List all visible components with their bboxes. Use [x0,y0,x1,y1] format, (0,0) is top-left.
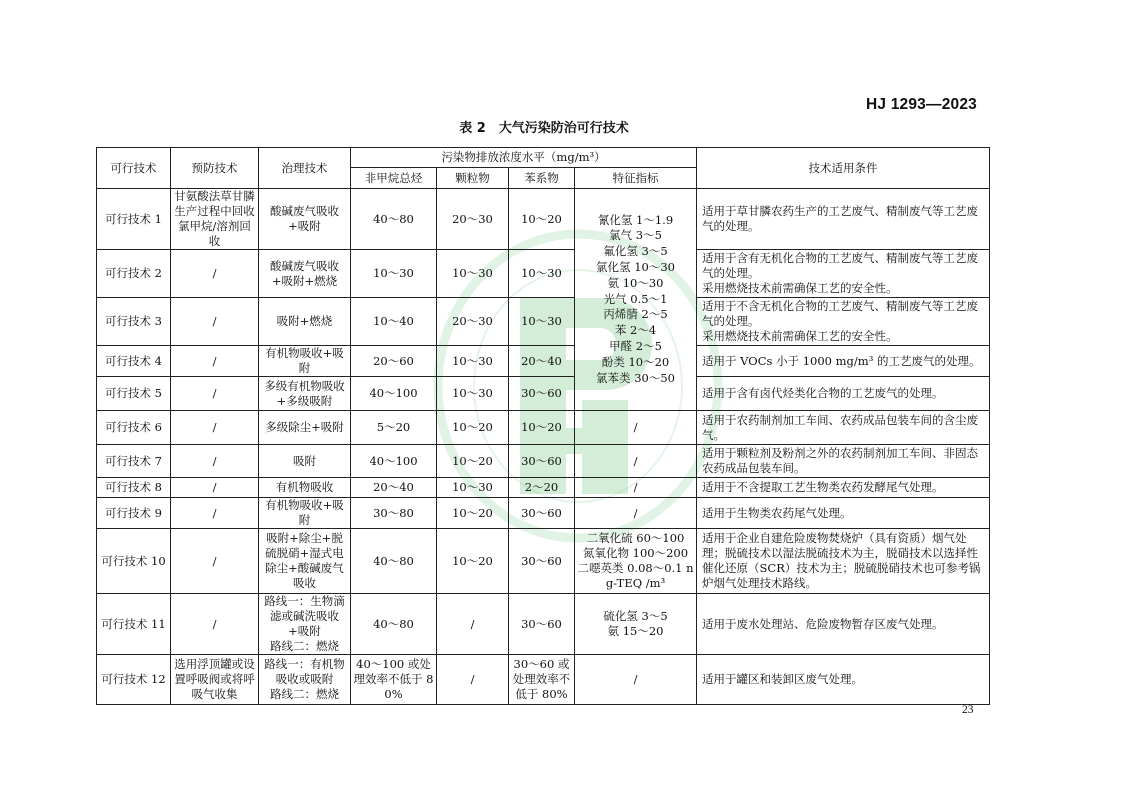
header-treatment-tech: 治理技术 [259,148,351,189]
particulate-cell: 10～20 [437,498,509,529]
table-row [97,250,990,298]
treatment-cell: 吸附+燃烧 [259,298,351,346]
feasible-tech-cell: 可行技术 1 [97,189,171,250]
condition-cell: 适用于含有无机化合物的工艺废气、精制废气等工艺废气的处理。 采用燃烧技术前需确保工艺的安全性。 [697,250,990,298]
nmhc-cell: 30～80 [351,498,437,529]
benzene-cell: 10～30 [509,298,575,346]
benzene-cell: 10～20 [509,189,575,250]
header-applicable-conditions: 技术适用条件 [697,148,990,189]
prevention-cell: / [171,346,259,377]
particulate-cell: 10～30 [437,250,509,298]
particulate-cell: 10～20 [437,445,509,478]
header-emission-level: 污染物排放浓度水平（mg/m³） [351,148,697,168]
treatment-cell: 多级有机物吸收+多级吸附 [259,377,351,411]
feasible-tech-cell: 可行技术 4 [97,346,171,377]
nmhc-cell: 40～100 或处理效率不低于 80% [351,655,437,705]
benzene-cell: 2～20 [509,478,575,498]
prevention-cell: 甘氨酸法草甘膦生产过程中回收氯甲烷/溶剂回收 [171,189,259,250]
benzene-cell: 30～60 [509,529,575,594]
condition-cell: 适用于 VOCs 小于 1000 mg/m³ 的工艺废气的处理。 [697,346,990,377]
table-row [97,346,990,377]
particulate-cell: 10～30 [437,377,509,411]
feasible-tech-cell: 可行技术 2 [97,250,171,298]
treatment-cell: 吸附 [259,445,351,478]
feasible-tech-cell: 可行技术 3 [97,298,171,346]
feasible-tech-cell: 可行技术 10 [97,529,171,594]
characteristic-cell: / [575,411,697,445]
feasible-tech-cell: 可行技术 8 [97,478,171,498]
particulate-cell: 10～30 [437,478,509,498]
nmhc-cell: 40～100 [351,377,437,411]
characteristic-item: 氨 10～30 [607,275,664,290]
page-number: 23 [962,704,974,716]
prevention-cell: / [171,478,259,498]
header-particulate: 颗粒物 [437,168,509,189]
characteristic-group-cell [575,189,697,411]
benzene-cell: 30～60 或处理效率不低于 80% [509,655,575,705]
nmhc-cell: 20～60 [351,346,437,377]
condition-cell: 适用于不含提取工艺生物类农药发酵尾气处理。 [697,478,990,498]
condition-cell: 适用于生物类农药尾气处理。 [697,498,990,529]
treatment-cell: 路线一：生物滴滤或碱洗吸收+吸附 路线二：燃烧 [259,594,351,655]
prevention-cell: / [171,377,259,411]
characteristic-item: 酚类 10～20 [601,354,670,369]
prevention-cell: / [171,594,259,655]
characteristic-cell: 二氧化硫 60～100 氮氧化物 100～200 二噁英类 0.08～0.1 ng-TEQ /m³ [575,529,697,594]
table-row [97,445,990,478]
benzene-cell: 30～60 [509,594,575,655]
feasible-tech-cell: 可行技术 12 [97,655,171,705]
nmhc-cell: 40～100 [351,445,437,478]
feasible-tech-cell: 可行技术 9 [97,498,171,529]
prevention-cell: / [171,250,259,298]
nmhc-cell: 10～40 [351,298,437,346]
characteristic-item: 氟化氢 3～5 [603,244,668,259]
table-row [97,594,990,655]
table-header-row [97,148,990,168]
prevention-cell: / [171,411,259,445]
feasible-tech-cell: 可行技术 5 [97,377,171,411]
characteristic-item: 氯化氢 10～30 [596,260,675,274]
condition-cell: 适用于含有卤代烃类化合物的工艺废气的处理。 [697,377,990,411]
header-nmhc: 非甲烷总烃 [351,168,437,189]
table-row [97,298,990,346]
table-row [97,498,990,529]
benzene-cell: 10～30 [509,250,575,298]
nmhc-cell: 5～20 [351,411,437,445]
standard-code: HJ 1293—2023 [866,96,977,113]
prevention-cell: / [171,445,259,478]
treatment-cell: 有机物吸收+吸附 [259,498,351,529]
treatment-cell: 酸碱废气吸收+吸附 [259,189,351,250]
characteristic-cell: 硫化氢 3～5 氨 15～20 [575,594,697,655]
benzene-cell: 30～60 [509,377,575,411]
particulate-cell: 20～30 [437,298,509,346]
particulate-cell: 10～20 [437,411,509,445]
treatment-cell: 路线一：有机物吸收或吸附 路线二：燃烧 [259,655,351,705]
treatment-cell: 有机物吸收 [259,478,351,498]
header-characteristic: 特征指标 [575,168,697,189]
characteristic-cell: / [575,445,697,478]
nmhc-cell: 40～80 [351,189,437,250]
characteristic-cell: / [575,655,697,705]
condition-cell: 适用于草甘膦农药生产的工艺废气、精制废气等工艺废气的处理。 [697,189,990,250]
nmhc-cell: 40～80 [351,594,437,655]
particulate-cell: 10～30 [437,346,509,377]
prevention-cell: / [171,529,259,594]
particulate-cell: / [437,594,509,655]
condition-cell: 适用于罐区和装卸区废气处理。 [697,655,990,705]
table-row [97,529,990,594]
particulate-cell: 20～30 [437,189,509,250]
characteristic-cell: / [575,498,697,529]
benzene-cell: 30～60 [509,445,575,478]
characteristic-item: 光气 0.5～1 [603,291,668,306]
table-row [97,411,990,445]
feasible-technology-table [96,147,990,705]
treatment-cell: 有机物吸收+吸附 [259,346,351,377]
condition-cell: 适用于农药制剂加工车间、农药成品包装车间的含尘废气。 [697,411,990,445]
treatment-cell: 吸附+除尘+脱硫脱硝+湿式电除尘+酸碱废气吸收 [259,529,351,594]
table-row [97,377,990,411]
characteristic-item: 氯苯类 30～50 [596,370,675,385]
feasible-tech-cell: 可行技术 6 [97,411,171,445]
characteristic-cell: / [575,478,697,498]
nmhc-cell: 40～80 [351,529,437,594]
table-body [97,189,990,705]
benzene-cell: 20～40 [509,346,575,377]
prevention-cell: / [171,498,259,529]
particulate-cell: 10～20 [437,529,509,594]
benzene-cell: 30～60 [509,498,575,529]
condition-cell: 适用于不含无机化合物的工艺废气、精制废气等工艺废气的处理。 采用燃烧技术前需确保工艺的安全性。 [697,298,990,346]
characteristic-item: 丙烯腈 2～5 [603,307,668,322]
header-prevention-tech: 预防技术 [171,148,259,189]
condition-cell: 适用于颗粒剂及粉剂之外的农药制剂加工车间、非固态农药成品包装车间。 [697,445,990,478]
condition-cell: 适用于废水处理站、危险废物暂存区废气处理。 [697,594,990,655]
benzene-cell: 10～20 [509,411,575,445]
feasible-tech-cell: 可行技术 7 [97,445,171,478]
table-row [97,655,990,705]
characteristic-item: 氰化氢 1～1.9 [597,212,674,227]
treatment-cell: 多级除尘+吸附 [259,411,351,445]
feasible-tech-cell: 可行技术 11 [97,594,171,655]
nmhc-cell: 10～30 [351,250,437,298]
particulate-cell: / [437,655,509,705]
table-row [97,189,990,250]
header-feasible-tech: 可行技术 [97,148,171,189]
table-title: 表 2 大气污染防治可行技术 [459,121,629,136]
header-benzene-series: 苯系物 [509,168,575,189]
nmhc-cell: 20～40 [351,478,437,498]
treatment-cell: 酸碱废气吸收+吸附+燃烧 [259,250,351,298]
prevention-cell: 选用浮顶罐或设置呼吸阀或将呼吸气收集 [171,655,259,705]
characteristic-item: 苯 2～4 [614,323,657,338]
prevention-cell: / [171,298,259,346]
condition-cell: 适用于企业自建危险废物焚烧炉（具有资质）烟气处理；脱硫技术以湿法脱硫技术为主，脱硝技术以选择性催化还原（SCR）技术为主；脱硫脱硝技术也可参考锅炉烟气处理技术路线。 [697,529,990,594]
table-row [97,478,990,498]
characteristic-item: 氯气 3～5 [609,228,662,243]
characteristic-item: 甲醛 2～5 [609,338,662,353]
